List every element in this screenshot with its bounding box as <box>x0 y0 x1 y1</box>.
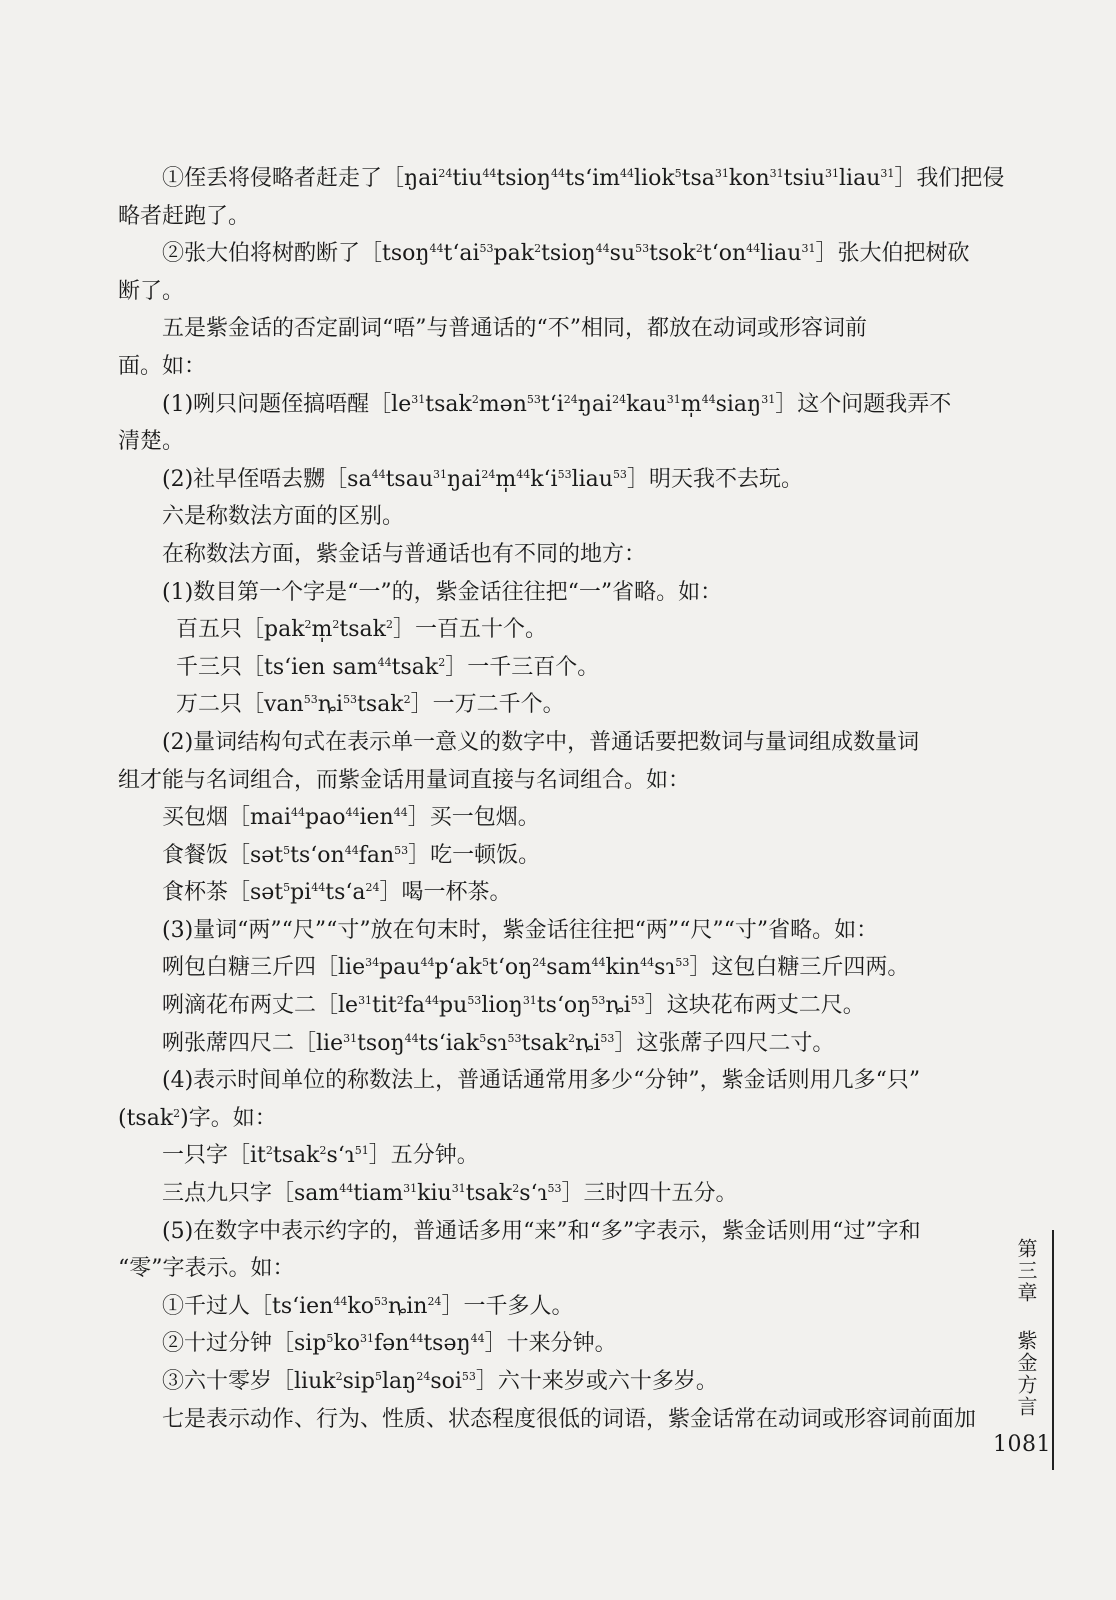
text-segment: tiu <box>452 166 483 191</box>
tone-number: 31 <box>825 167 840 180</box>
text-segment: 咧包白糖三斤四［lie <box>162 955 366 981</box>
text-segment: sɿ <box>486 1030 508 1056</box>
tone-number: 53 <box>612 467 627 481</box>
tone-number: 2 <box>534 242 542 256</box>
text-segment: ］这块花布两丈二尺。 <box>644 993 865 1019</box>
tone-number: 44 <box>420 956 435 970</box>
text-segment: ］张大伯把树砍 <box>815 241 970 267</box>
tone-number: 44 <box>393 806 408 820</box>
text-segment: liok <box>634 166 675 191</box>
text-segment: “零”字表示。如： <box>118 1256 295 1282</box>
text-segment: ］一百五十个。 <box>392 617 547 643</box>
text-segment: sɿ <box>654 955 676 981</box>
text-line <box>118 1175 968 1213</box>
tone-number: 5 <box>283 881 291 895</box>
text-segment: ts‘on <box>290 842 345 868</box>
body-text <box>118 160 1005 1438</box>
text-segment: ts‘im <box>564 166 621 191</box>
text-segment: (4)表示时间单位的称数法上，普通话通常用多少“分钟”，紫金话则用几多“只” <box>162 1068 921 1094</box>
tone-number: 53 <box>526 392 541 406</box>
text-segment: (2)社早侄唔去嬲［sa <box>162 466 372 492</box>
text-segment: 断了。 <box>118 278 185 304</box>
text-line <box>118 235 968 273</box>
tone-number: 31 <box>801 242 816 256</box>
text-segment: 咧张蓆四尺二［lie <box>162 1030 344 1056</box>
text-segment: liau <box>839 166 881 191</box>
text-segment: ① <box>162 166 185 191</box>
text-line <box>118 762 968 800</box>
tone-number: 53 <box>373 1294 388 1308</box>
text-line <box>118 1363 968 1401</box>
tone-number: 24 <box>532 956 547 970</box>
tone-number: 31 <box>769 167 784 180</box>
text-segment: liau <box>571 466 613 492</box>
text-segment: 略者赶跑了。 <box>118 203 251 229</box>
text-segment: pau <box>379 955 421 981</box>
text-segment: 六是称数法方面的区别。 <box>162 504 405 530</box>
tone-number: 53 <box>461 1370 476 1383</box>
tone-number: 31 <box>433 467 447 481</box>
text-segment: kin <box>605 955 641 981</box>
text-segment: fan <box>358 842 395 868</box>
text-segment: (5)在数字中表示约字的，普通话多用“来”和“多”字表示，紫金话则用“过”字和 <box>162 1218 921 1244</box>
tone-number: 2 <box>335 1370 343 1383</box>
tone-number: 44 <box>620 167 635 180</box>
text-line <box>118 837 968 875</box>
tone-number: 31 <box>360 1332 374 1346</box>
text-segment: ko <box>347 1293 374 1319</box>
tone-number: 44 <box>409 1332 424 1346</box>
text-segment: tsak <box>272 1143 320 1169</box>
text-segment: tsak <box>465 1181 513 1207</box>
text-segment: ③六十零岁［liuk <box>162 1369 336 1394</box>
text-line <box>118 799 968 837</box>
tone-number: 53 <box>547 1182 562 1196</box>
text-segment: 万二只［van <box>176 692 304 718</box>
text-segment: ȵi <box>317 692 344 718</box>
tone-number: 44 <box>640 956 655 970</box>
text-segment: s‘ɿ <box>326 1143 355 1169</box>
text-segment: ］这张蓆子四尺二寸。 <box>614 1030 835 1056</box>
tone-number: 44 <box>333 1294 348 1308</box>
text-segment: ȵi <box>605 993 631 1019</box>
tone-number: 53 <box>507 1031 522 1045</box>
tone-number: 44 <box>371 467 386 481</box>
text-segment: ］我们把侵 <box>894 166 1005 191</box>
tone-number: 34 <box>365 956 380 970</box>
tone-number: 2 <box>173 1106 181 1120</box>
text-segment: (1)数目第一个字是“一”的，紫金话往往把“一”省略。如： <box>162 579 723 605</box>
tone-number: 2 <box>265 1144 273 1158</box>
text-segment: mən <box>478 391 527 417</box>
tone-number: 31 <box>666 392 681 406</box>
text-segment: ②张大伯将树酌断了［tsoŋ <box>162 241 430 267</box>
text-segment: ȵin <box>387 1293 428 1319</box>
text-segment: soi <box>430 1369 462 1394</box>
text-segment: 五是紫金话的否定副词“唔”与普通话的“不”相同，都放在动词或形容词前 <box>162 316 867 342</box>
text-segment: tsak <box>521 1030 569 1056</box>
text-line <box>118 574 968 612</box>
tone-number: 44 <box>516 467 531 481</box>
tone-number: 31 <box>358 994 373 1008</box>
text-line <box>118 611 968 649</box>
text-segment: fa <box>403 993 426 1019</box>
text-segment: )字。如： <box>180 1105 277 1131</box>
text-segment: (3)量词“两”“尺”“寸”放在句末时，紫金话往往把“两”“尺”“寸”省略。如： <box>162 917 879 943</box>
text-segment: ①千过人［ts‘ien <box>162 1293 334 1319</box>
text-segment: ien <box>359 805 394 831</box>
tone-number: 44 <box>291 806 306 820</box>
text-segment: siaŋ <box>715 391 762 417</box>
text-segment: (2)量词结构句式在表示单一意义的数字中，普通话要把数词与量词组成数量词 <box>162 729 920 755</box>
text-segment: ］一万二千个。 <box>410 692 565 718</box>
tone-number: 53 <box>479 242 494 256</box>
tone-number: 44 <box>377 655 392 669</box>
text-line <box>118 1288 968 1326</box>
text-segment: ］六十来岁或六十多岁。 <box>475 1369 718 1394</box>
text-line <box>118 949 968 987</box>
text-segment: t‘i <box>540 391 564 417</box>
text-segment: 七是表示动作、行为、性质、状态程度很低的词语，紫金话常在动词或形容词前面加 <box>162 1406 977 1432</box>
text-segment: 组才能与名词组合，而紫金话用量词直接与名词组合。如： <box>118 767 691 793</box>
text-segment: 清楚。 <box>118 429 185 455</box>
text-segment: liau <box>760 241 802 267</box>
text-segment: pu <box>439 993 468 1019</box>
text-line <box>118 987 968 1025</box>
tone-number: 44 <box>429 242 444 256</box>
tone-number: 53 <box>635 242 650 256</box>
text-segment: tsiu <box>783 166 826 191</box>
text-segment: ts‘a <box>325 880 366 906</box>
tone-number: 44 <box>345 806 360 820</box>
text-segment: tit <box>372 993 397 1019</box>
text-line <box>118 1250 968 1288</box>
tone-number: 53 <box>675 956 690 970</box>
tone-number: 2 <box>438 655 446 669</box>
text-line <box>118 1325 968 1363</box>
tone-number: 53 <box>394 843 409 857</box>
text-segment: tsak <box>339 617 386 643</box>
text-segment: 一只字［it <box>162 1143 266 1169</box>
tone-number: 44 <box>746 242 761 256</box>
text-segment: ŋai <box>577 391 613 417</box>
tone-number: 5 <box>674 167 682 180</box>
text-line <box>118 198 968 236</box>
text-segment: ］一千三百个。 <box>445 654 600 680</box>
tone-number: 24 <box>427 1294 442 1308</box>
chapter-label: 第三章 <box>1014 1238 1038 1304</box>
text-segment: 千三只［ts‘ien sam <box>176 654 378 680</box>
tone-number: 44 <box>470 1332 485 1346</box>
text-segment: tsioŋ <box>496 166 551 191</box>
text-segment: tsak <box>391 654 439 680</box>
tone-number: 5 <box>375 1370 382 1383</box>
tone-number: 44 <box>311 881 326 895</box>
tone-number: 44 <box>404 1031 419 1045</box>
text-segment: 食杯茶［sət <box>162 880 284 906</box>
text-line <box>118 1401 977 1439</box>
text-segment: 百五只［pak <box>176 617 305 643</box>
tone-number: 44 <box>595 242 610 256</box>
text-segment: 咧滴花布两丈二［le <box>162 993 359 1019</box>
text-line <box>118 536 968 574</box>
text-segment: tsa <box>681 166 715 191</box>
text-line <box>118 649 968 687</box>
tone-number: 44 <box>550 167 565 180</box>
text-line <box>118 1025 968 1063</box>
text-line <box>118 724 968 762</box>
text-segment: t‘ai <box>443 241 480 267</box>
tone-number: 51 <box>354 1144 369 1158</box>
text-segment: fən <box>374 1331 410 1357</box>
text-line <box>118 160 1005 198</box>
text-segment: ］一千多人。 <box>441 1293 574 1319</box>
text-segment: m̩ <box>680 391 702 417</box>
text-segment: ts‘oŋ <box>536 993 592 1019</box>
tone-number: 2 <box>396 994 404 1008</box>
text-line <box>118 498 968 536</box>
text-segment: ts‘iak <box>418 1030 480 1056</box>
text-segment: tsau <box>385 466 433 492</box>
tone-number: 2 <box>304 618 312 632</box>
tone-number: 31 <box>522 994 537 1008</box>
tone-number: 44 <box>344 843 359 857</box>
tone-number: 24 <box>612 392 627 406</box>
text-segment: 在称数法方面，紫金话与普通话也有不同的地方： <box>162 541 647 567</box>
text-line <box>118 461 968 499</box>
chapter-title: 紫金方言 <box>1014 1330 1038 1418</box>
text-segment: kon <box>728 166 770 191</box>
text-segment: ŋai <box>447 466 482 492</box>
tone-number: 53 <box>557 467 572 481</box>
tone-number: 53 <box>303 693 318 707</box>
text-segment: pao <box>305 805 346 831</box>
text-line <box>118 686 968 724</box>
tone-number: 31 <box>880 167 895 180</box>
tone-number: 31 <box>343 1031 358 1045</box>
tone-number: 5 <box>326 1332 334 1346</box>
text-segment: kiu <box>417 1181 452 1207</box>
text-segment: laŋ <box>382 1369 417 1394</box>
text-segment: tsak <box>357 692 404 718</box>
text-segment: ］这包白糖三斤四两。 <box>689 955 910 981</box>
text-segment: 三点九只字［sam <box>162 1181 340 1207</box>
text-segment: sip <box>342 1369 375 1394</box>
tone-number: 2 <box>568 1031 576 1045</box>
text-segment: su <box>609 241 636 267</box>
text-segment: tsoŋ <box>357 1030 405 1056</box>
tone-number: 53 <box>467 994 482 1008</box>
text-segment: ］喝一杯茶。 <box>379 880 512 906</box>
text-line <box>118 912 968 950</box>
text-segment: (1)咧只问题侄搞唔醒［le <box>162 391 412 417</box>
tone-number: 5 <box>479 1031 487 1045</box>
tone-number: 2 <box>471 392 479 406</box>
text-segment: ］十来分钟。 <box>484 1331 617 1357</box>
tone-number: 2 <box>512 1182 520 1196</box>
tone-number: 31 <box>761 392 776 406</box>
text-segment: tsok <box>649 241 696 267</box>
tone-number: 44 <box>339 1182 354 1196</box>
tone-number: 44 <box>591 956 606 970</box>
text-segment: k‘i <box>530 466 558 492</box>
tone-number: 44 <box>482 167 497 180</box>
text-segment: lioŋ <box>481 993 523 1019</box>
text-line <box>118 1100 968 1138</box>
text-segment: tsak <box>425 391 472 417</box>
tone-number: 2 <box>403 693 411 707</box>
text-segment: ］明天我不去玩。 <box>626 466 803 492</box>
tone-number: 24 <box>438 167 453 180</box>
tone-number: 2 <box>332 618 340 632</box>
text-line <box>118 1213 968 1251</box>
text-segment: ］买一包烟。 <box>407 805 540 831</box>
tone-number: 53 <box>343 693 358 707</box>
text-line <box>118 273 968 311</box>
tone-number: 31 <box>451 1182 466 1196</box>
text-segment: ］三时四十五分。 <box>561 1181 738 1207</box>
text-line <box>118 423 968 461</box>
text-line <box>118 310 968 348</box>
text-line <box>118 874 968 912</box>
text-segment: t‘oŋ <box>489 955 533 981</box>
text-segment: ȵi <box>575 1030 601 1056</box>
tone-number: 2 <box>695 242 703 256</box>
tone-number: 44 <box>425 994 440 1008</box>
text-segment: sam <box>546 955 592 981</box>
tone-number: 31 <box>714 167 729 180</box>
tone-number: 53 <box>630 994 645 1008</box>
tone-number: 2 <box>319 1144 327 1158</box>
text-segment: p‘ak <box>434 955 482 981</box>
text-segment: pi <box>290 880 312 906</box>
text-segment: m̩ <box>311 617 333 643</box>
tone-number: 44 <box>701 392 716 406</box>
text-segment: s‘ɿ <box>519 1181 548 1207</box>
text-segment: tiam <box>353 1181 404 1207</box>
text-segment: 食餐饭［sət <box>162 842 284 868</box>
text-segment: ］五分钟。 <box>368 1143 479 1169</box>
text-line <box>118 386 968 424</box>
tone-number: 31 <box>403 1182 418 1196</box>
text-line <box>118 1137 968 1175</box>
text-segment: (tsak <box>118 1105 174 1131</box>
text-segment: 面。如： <box>118 353 207 379</box>
tone-number: 5 <box>283 843 291 857</box>
text-segment: t‘on <box>702 241 747 267</box>
tone-number: 5 <box>482 956 489 970</box>
tone-number: 24 <box>481 467 496 481</box>
text-segment: 侄丢将侵略者赶走了［ŋai <box>184 166 439 191</box>
tone-number: 53 <box>591 994 606 1008</box>
text-segment: m̩ <box>495 466 517 492</box>
text-segment: 买包烟［mai <box>162 805 292 831</box>
page-number: 1081 <box>993 1432 1051 1457</box>
tone-number: 2 <box>385 618 393 632</box>
text-segment: ②十过分钟［sip <box>162 1331 327 1357</box>
tone-number: 53 <box>600 1031 615 1045</box>
text-line <box>118 1062 968 1100</box>
tone-number: 31 <box>411 392 426 406</box>
tone-number: 24 <box>365 881 380 895</box>
text-segment: ］吃一顿饭。 <box>408 842 541 868</box>
text-segment: ］这个问题我弄不 <box>775 391 952 417</box>
tone-number: 24 <box>416 1370 431 1383</box>
text-line <box>118 348 968 386</box>
text-segment: kau <box>626 391 667 417</box>
text-segment: tsəŋ <box>423 1331 471 1357</box>
text-segment: pak <box>493 241 535 267</box>
text-segment: ko <box>333 1331 360 1357</box>
text-segment: tsioŋ <box>541 241 596 267</box>
tone-number: 24 <box>563 392 578 406</box>
